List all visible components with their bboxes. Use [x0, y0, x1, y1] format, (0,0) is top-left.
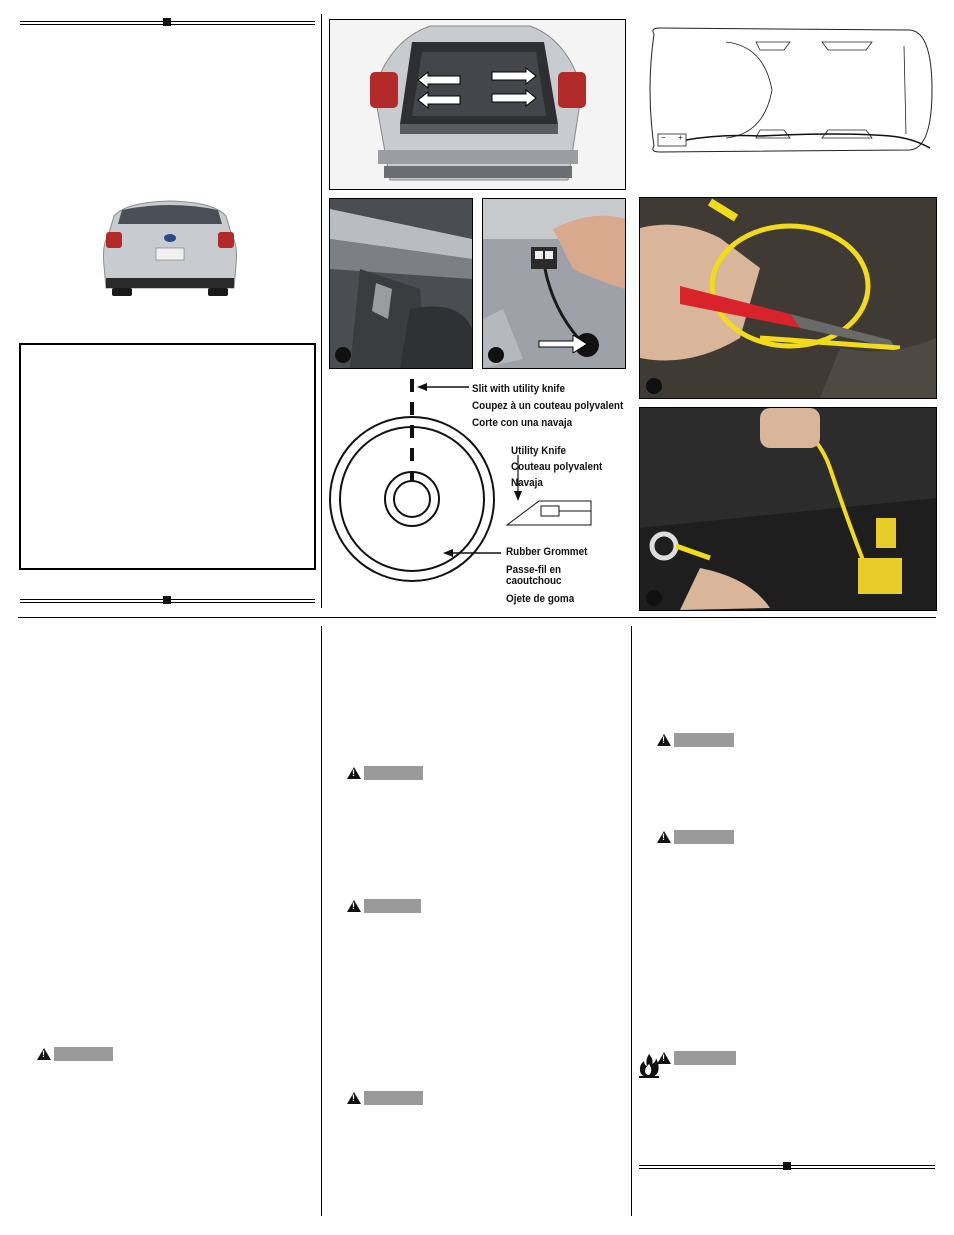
page-divider — [18, 617, 936, 618]
section-marker — [163, 18, 171, 26]
warning-icon — [657, 734, 671, 746]
arrow-icon — [537, 335, 589, 358]
warning-bar — [364, 766, 423, 780]
step-marker — [335, 347, 351, 363]
wire-cutting-photo — [639, 197, 937, 399]
warning-label — [347, 766, 423, 780]
grommet-label-fr-1: Passe-fil en — [506, 564, 562, 576]
column-divider-2 — [631, 626, 632, 1216]
warning-icon — [347, 900, 361, 912]
grommet-label-es: Ojete de goma — [506, 593, 575, 605]
vehicle-rear-photo — [96, 196, 244, 300]
warning-icon — [657, 831, 671, 843]
warning-bar — [54, 1047, 113, 1061]
warning-bar — [674, 830, 734, 844]
column-divider-top — [321, 14, 322, 608]
warning-icon — [347, 1092, 361, 1104]
warning-label — [347, 1091, 423, 1105]
warning-bar — [674, 1051, 736, 1065]
grommet-diagram — [329, 375, 629, 610]
knife-label-en: Utility Knife — [511, 445, 567, 457]
warning-icon — [347, 767, 361, 779]
warning-label — [347, 899, 421, 913]
step-marker — [646, 590, 662, 606]
grommet-label-en: Rubber Grommet — [506, 546, 588, 558]
section-marker — [163, 596, 171, 604]
warning-icon — [657, 1052, 671, 1064]
battery-connection-photo — [639, 407, 937, 611]
warning-label — [37, 1047, 113, 1061]
grommet-label-fr-2: caoutchouc — [506, 575, 562, 587]
trunk-open-photo — [329, 19, 626, 190]
vehicle-wiring-diagram — [640, 20, 936, 160]
warning-bar — [674, 733, 734, 747]
column-divider-1 — [321, 626, 322, 1216]
warning-bar — [364, 899, 421, 913]
warning-label — [657, 733, 734, 747]
warning-label — [657, 1051, 736, 1065]
slit-label-fr: Coupez à un couteau polyvalent — [472, 400, 624, 412]
connector-photo — [482, 198, 626, 369]
slit-label-es: Corte con una navaja — [472, 417, 573, 429]
warning-icon — [37, 1048, 51, 1060]
knife-label-es: Navaja — [511, 477, 543, 489]
battery-terminal-plus: + — [678, 133, 683, 142]
step-marker — [488, 347, 504, 363]
step-marker — [646, 378, 662, 394]
trunk-panel-photo — [329, 198, 473, 369]
slit-label-en: Slit with utility knife — [472, 383, 565, 395]
battery-terminal-minus: − — [661, 133, 666, 142]
warning-bar — [364, 1091, 423, 1105]
notice-box — [19, 343, 316, 570]
section-marker — [783, 1162, 791, 1170]
knife-label-fr: Couteau polyvalent — [511, 461, 603, 473]
warning-label — [657, 830, 734, 844]
